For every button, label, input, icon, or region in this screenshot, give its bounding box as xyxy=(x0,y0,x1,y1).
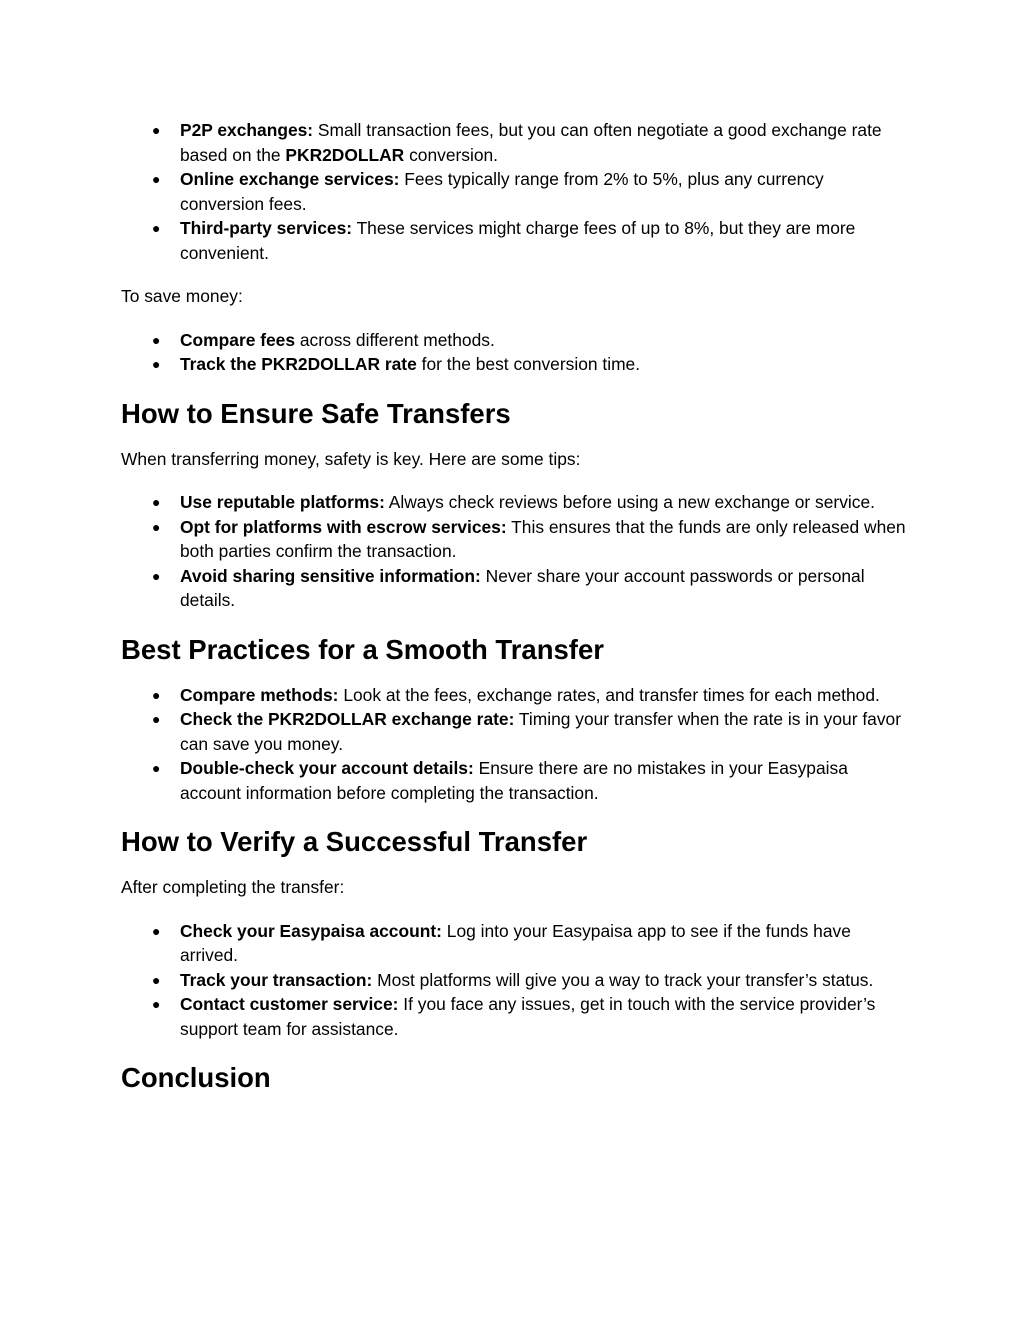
bullet-icon: ● xyxy=(152,331,161,348)
safety-tips-list xyxy=(121,490,911,613)
list-item: ● Check the PKR2DOLLAR exchange rate: Timing your transfer when the rate is in your favor can save you money. xyxy=(152,709,902,754)
bullet-icon: ● xyxy=(152,760,161,776)
bullet-icon: ● xyxy=(152,494,161,510)
bullet-icon: ● xyxy=(152,518,161,535)
bullet-icon: ● xyxy=(152,996,161,1012)
bullet-icon: ● xyxy=(152,122,161,138)
list-item: ● P2P exchanges: Small transaction fees, but you can often negotiate a good exchange rate based on the PKR2DOLLAR conversion. xyxy=(152,120,882,165)
section-heading: How to Ensure Safe Transfers xyxy=(121,397,511,429)
section-heading: Best Practices for a Smooth Transfer xyxy=(121,633,604,665)
bullet-icon: ● xyxy=(152,171,161,187)
verify-list xyxy=(121,919,911,1042)
bullet-icon: ● xyxy=(152,686,161,703)
list-item: ● Compare fees across different methods. xyxy=(121,328,911,353)
list-item: ● Opt for platforms with escrow services: This ensures that the funds are only released when both parties confirm the transaction. xyxy=(152,516,906,561)
list-item: ● Contact customer service: If you face any issues, get in touch with the service provider’s support team for assistance. xyxy=(152,994,876,1039)
list-item: ● Double-check your account details: Ensure there are no mistakes in your Easypaisa account information before completing the transaction. xyxy=(152,758,848,803)
list-item: ● Track your transaction: Most platforms will give you a way to track your transfer’s status. xyxy=(121,968,911,993)
save-money-list xyxy=(121,328,911,377)
list-item: ● Avoid sharing sensitive information: Never share your account passwords or personal details. xyxy=(152,565,865,610)
bullet-icon: ● xyxy=(152,922,161,939)
paragraph: After completing the transfer: xyxy=(121,877,345,897)
list-item: ● Third-party services: These services might charge fees of up to 8%, but they are more convenient. xyxy=(152,218,856,263)
bullet-icon: ● xyxy=(152,971,161,988)
list-item: ● Check your Easypaisa account: Log into your Easypaisa app to see if the funds have arrived. xyxy=(152,920,851,965)
fees-list xyxy=(121,118,911,265)
bullet-icon: ● xyxy=(152,711,161,727)
document-page xyxy=(121,118,911,1095)
bullet-icon: ● xyxy=(152,567,161,584)
best-practices-list xyxy=(121,683,911,806)
list-item: ● Online exchange services: Fees typically range from 2% to 5%, plus any currency conversion fees. xyxy=(152,169,824,214)
section-heading: Conclusion xyxy=(121,1062,271,1093)
paragraph: To save money: xyxy=(121,286,243,306)
section-heading: How to Verify a Successful Transfer xyxy=(121,826,588,857)
bullet-icon: ● xyxy=(152,356,161,372)
list-item: ● Compare methods: Look at the fees, exchange rates, and transfer times for each method. xyxy=(121,683,911,708)
list-item: ● Use reputable platforms: Always check reviews before using a new exchange or service. xyxy=(121,490,911,515)
bullet-icon: ● xyxy=(152,220,161,236)
paragraph: When transferring money, safety is key. Here are some tips: xyxy=(121,448,581,469)
list-item: ● Track the PKR2DOLLAR rate for the best conversion time. xyxy=(121,352,911,377)
